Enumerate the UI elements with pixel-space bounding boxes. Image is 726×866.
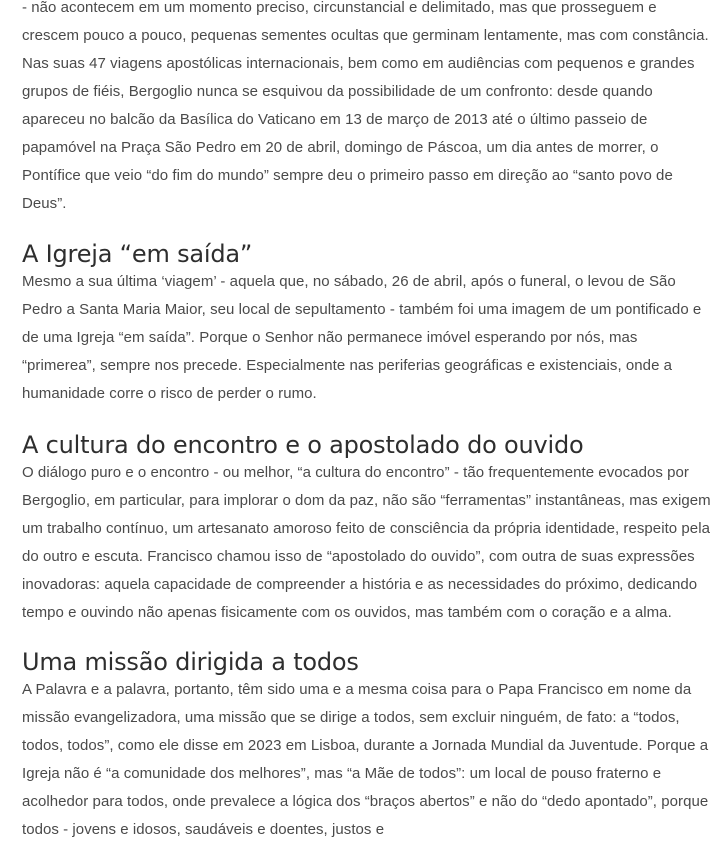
intro-paragraph: - não acontecem em um momento preciso, circunstancial e delimitado, mas que prosseguem e crescem pouco a pouco, pequenas sementes ocultas que germinam lentamente, mas com constância. Nas suas 47 viagens apostólicas internacionais, bem como em audiências com pequenos e grandes grupos de fiéis, Bergoglio nunca se esquivou da possibilidade de um confronto: desde quando apareceu no balcão da Basílica do Vaticano em 13 de março de 2013 até o último passeio de papamóvel na Praça São Pedro em 20 de abril, domingo de Páscoa, um dia antes de morrer, o Pontífice que veio “do fim do mundo” sempre deu o primeiro passo em direção ao “santo povo de Deus”. [22, 0, 709, 212]
section-heading-igreja-em-saida: A Igreja “em saída” [22, 240, 253, 268]
article-body [22, 0, 714, 844]
section-heading-missao-dirigida-a-todos: Uma missão dirigida a todos [22, 648, 359, 676]
section-paragraph-missao-dirigida-a-todos: A Palavra e a palavra, portanto, têm sido uma e a mesma coisa para o Papa Francisco em nome da missão evangelizadora, uma missão que se dirige a todos, sem excluir ninguém, de fato: a “todos, todos, todos”, como ele disse em 2023 em Lisboa, durante a Jornada Mundial da Juventude. Porque a Igreja não é “a comunidade dos melhores”, mas “a Mãe de todos”: um local de pouso fraterno e acolhedor para todos, onde prevalece a lógica dos “braços abertos” e não do “dedo apontado”, porque todos - jovens e idosos, saudáveis e doentes, justos e [22, 681, 709, 838]
section-paragraph-igreja-em-saida: Mesmo a sua última ‘viagem’ - aquela que, no sábado, 26 de abril, após o funeral, o levou de São Pedro a Santa Maria Maior, seu local de sepultamento - também foi uma imagem de um pontificado e de uma Igreja “em saída”. Porque o Senhor não permanece imóvel esperando por nós, mas “primerea”, sempre nos precede. Especialmente nas periferias geográficas e existenciais, onde a humanidade corre o risco de perder o rumo. [22, 273, 702, 402]
section-paragraph-cultura-do-encontro: O diálogo puro e o encontro - ou melhor, “a cultura do encontro” - tão frequentemente evocados por Bergoglio, em particular, para implorar o dom da paz, não são “ferramentas” instantâneas, mas exigem um trabalho contínuo, um artesanato amoroso feito de consciência da própria identidade, respeito pela do outro e escuta. Francisco chamou isso de “apostolado do ouvido”, com outra de suas expressões inovadoras: aquela capacidade de compreender a história e as necessidades do próximo, dedicando tempo e ouvindo não apenas fisicamente com os ouvidos, mas também com o coração e a alma. [22, 464, 711, 621]
section-heading-cultura-do-encontro: A cultura do encontro e o apostolado do ouvido [22, 431, 584, 459]
